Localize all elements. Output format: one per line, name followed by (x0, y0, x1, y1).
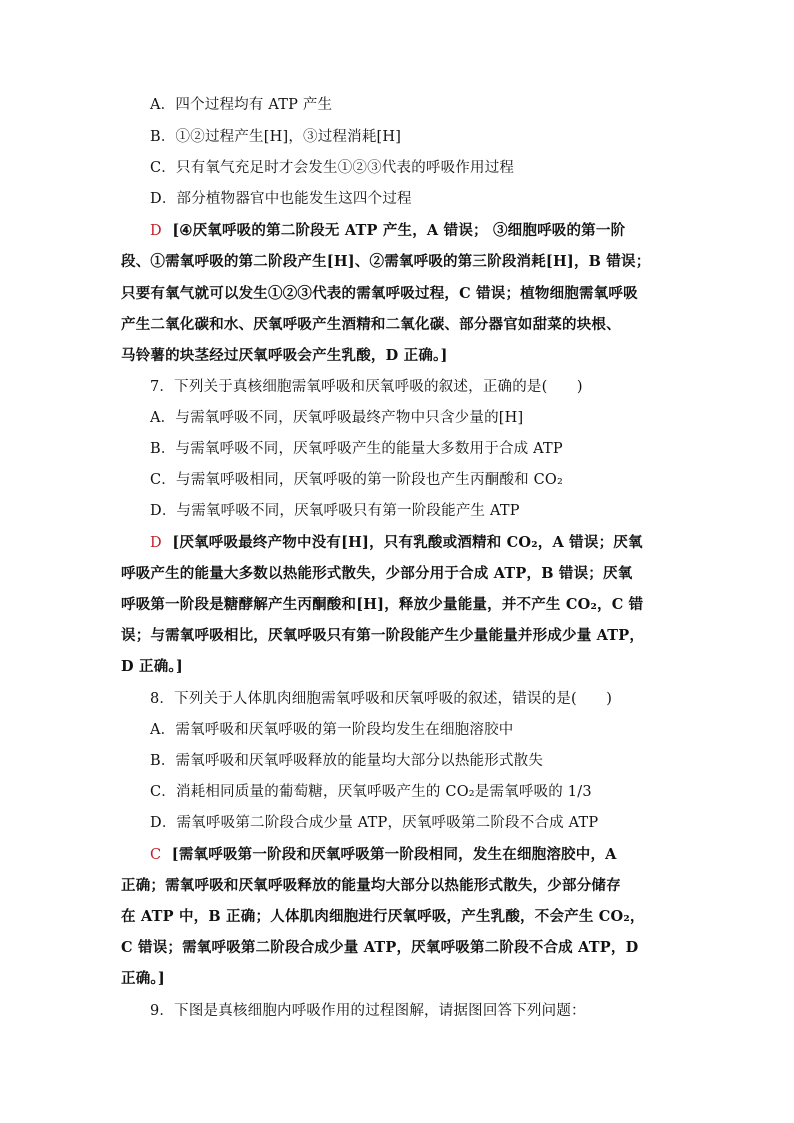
q6-answer-line-4: 产生二氧化碳和水、厌氧呼吸产生酒精和二氧化碳、部分器官如甜菜的块根、 (121, 316, 621, 333)
q9-stem: 9．下图是真核细胞内呼吸作用的过程图解，请据图回答下列问题： (150, 1003, 586, 1019)
q8-option-a: A．需氧呼吸和厌氧呼吸的第一阶段均发生在细胞溶胶中 (150, 722, 514, 738)
q7-answer-line-1 (150, 532, 643, 554)
q8-answer-letter: C (150, 847, 162, 863)
q7-option-c: C．与需氧呼吸相同，厌氧呼吸的第一阶段也产生丙酮酸和 CO₂ (150, 472, 563, 488)
q7-answer-text: [厌氧呼吸最终产物中没有[H]，只有乳酸或酒精和 CO₂，A 错误；厌氧 (172, 534, 643, 551)
q8-answer-line-5: 正确。] (121, 970, 165, 987)
q6-answer-letter: D (150, 223, 162, 239)
q7-answer-line-4: 误；与需氧呼吸相比，厌氧呼吸只有第一阶段能产生少量能量并形成少量 ATP， (121, 627, 645, 644)
q8-answer-line-4: C 错误；需氧呼吸第二阶段合成少量 ATP，厌氧呼吸第二阶段不合成 ATP，D (121, 939, 639, 956)
q7-answer-line-3: 呼吸第一阶段是糖酵解产生丙酮酸和[H]，释放少量能量，并不产生 CO₂，C 错 (121, 596, 644, 613)
q7-option-d: D．与需氧呼吸不同，厌氧呼吸只有第一阶段能产生 ATP (150, 503, 520, 519)
q8-answer-line-3: 在 ATP 中，B 正确；人体肌肉细胞进行厌氧呼吸，产生乳酸，不会产生 CO₂， (121, 908, 645, 925)
q6-answer-line-5: 马铃薯的块茎经过厌氧呼吸会产生乳酸，D 正确。] (121, 347, 448, 364)
q7-answer-line-5: D 正确。] (121, 658, 183, 675)
q7-option-b: B．与需氧呼吸不同，厌氧呼吸产生的能量大多数用于合成 ATP (150, 441, 563, 457)
q8-option-b: B．需氧呼吸和厌氧呼吸释放的能量均大部分以热能形式散失 (150, 753, 544, 769)
q6-answer-line-1 (150, 220, 625, 242)
q7-answer-letter: D (150, 535, 162, 551)
q6-option-d: D．部分植物器官中也能发生这四个过程 (150, 191, 412, 207)
q8-stem: 8．下列关于人体肌肉细胞需氧呼吸和厌氧呼吸的叙述，错误的是( ) (150, 691, 613, 707)
q8-option-c: C．消耗相同质量的葡萄糖，厌氧呼吸产生的 CO₂是需氧呼吸的 1/3 (150, 784, 592, 800)
q6-answer-text: [④厌氧呼吸的第二阶段无 ATP 产生，A 错误； ③细胞呼吸的第一阶 (172, 222, 626, 239)
q7-answer-line-2: 呼吸产生的能量大多数以热能形式散失，少部分用于合成 ATP，B 错误；厌氧 (121, 565, 633, 582)
q8-answer-line-2: 正确；需氧呼吸和厌氧呼吸释放的能量均大部分以热能形式散失，少部分储存 (121, 877, 621, 894)
q7-option-a: A．与需氧呼吸不同，厌氧呼吸最终产物中只含少量的[H] (150, 410, 524, 426)
q7-stem: 7．下列关于真核细胞需氧呼吸和厌氧呼吸的叙述，正确的是( ) (150, 379, 583, 395)
q6-answer-line-2: 段、①需氧呼吸的第二阶段产生[H]、②需氧呼吸的第三阶段消耗[H]，B 错误； (121, 253, 651, 270)
q6-answer-line-3: 只要有氧气就可以发生①②③代表的需氧呼吸过程，C 错误；植物细胞需氧呼吸 (121, 285, 638, 302)
q8-option-d: D．需氧呼吸第二阶段合成少量 ATP，厌氧呼吸第二阶段不合成 ATP (150, 815, 599, 831)
q8-answer-line-1 (150, 844, 617, 866)
q6-option-a: A．四个过程均有 ATP 产生 (150, 97, 333, 113)
q6-option-c: C．只有氧气充足时才会发生①②③代表的呼吸作用过程 (150, 160, 515, 176)
q8-answer-text: [需氧呼吸第一阶段和厌氧呼吸第一阶段相同，发生在细胞溶胶中，A (171, 846, 617, 863)
q6-option-b: B．①②过程产生[H]，③过程消耗[H] (150, 129, 402, 145)
